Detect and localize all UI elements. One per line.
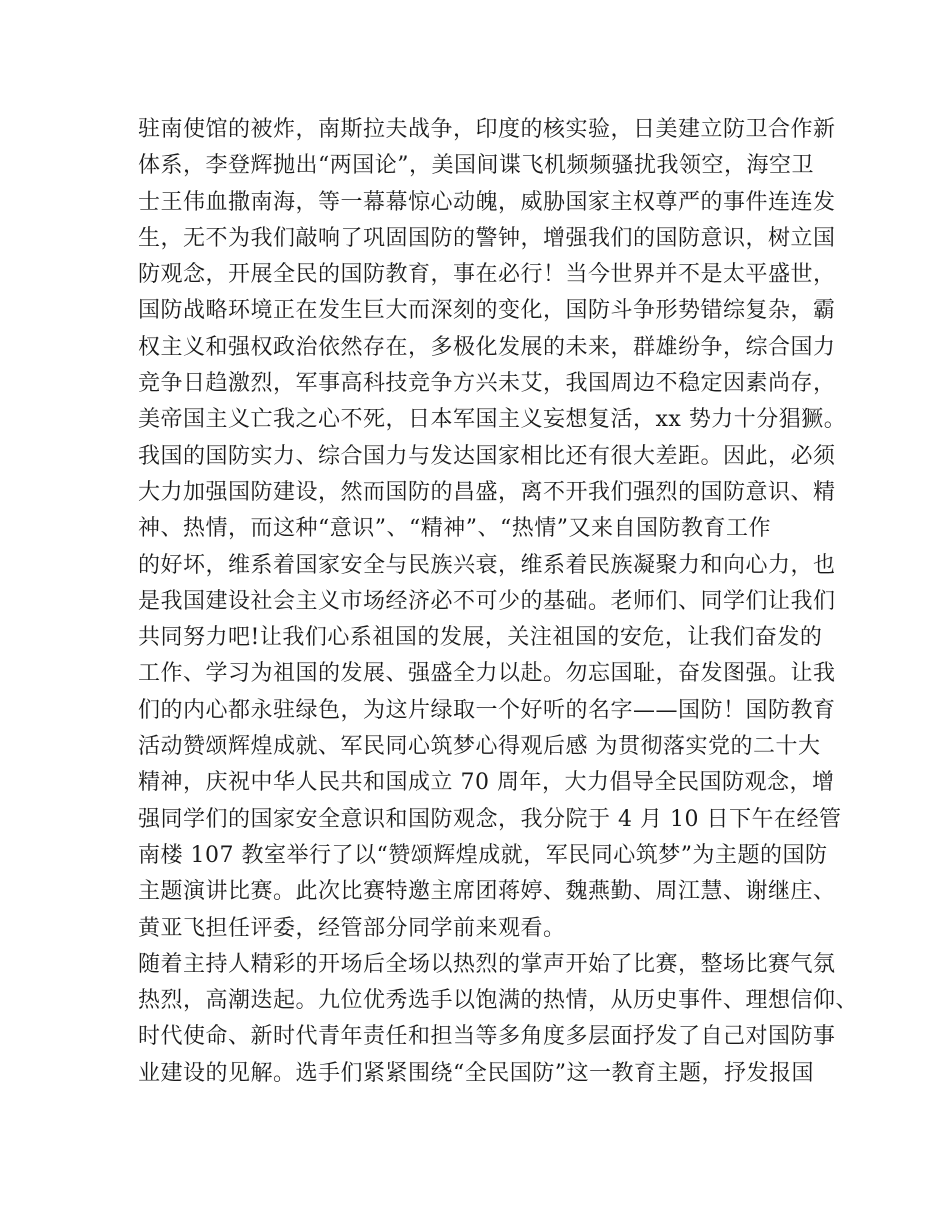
- text-line-6: 国防战略环境正在发生巨大而深刻的变化，国防斗争形势错综复杂，霸: [138, 298, 836, 324]
- text-line-21: 南楼 107 教室举行了以“赞颂辉煌成就，军民同心筑梦”为主题的国防: [138, 842, 828, 868]
- text-line-23: 黄亚飞担任评委，经管部分同学前来观看。: [138, 915, 566, 941]
- text-line-13: 的好坏，维系着国家安全与民族兴衰，维系着民族凝聚力和向心力，也: [138, 552, 836, 578]
- text-line-27: 业建设的见解。选手们紧紧围绕“全民国防”这一教育主题，抒发报国: [138, 1060, 814, 1086]
- text-line-3: 士王伟血撒南海，等一幕幕惊心动魄，威胁国家主权尊严的事件连连发: [138, 189, 836, 215]
- text-line-18: 活动赞颂辉煌成就、军民同心筑梦心得观后感 为贯彻落实党的二十大: [138, 734, 821, 760]
- text-line-25: 热烈，高潮迭起。九位优秀选手以饱满的热情，从历史事件、理想信仰、: [138, 988, 859, 1014]
- text-line-20: 强同学们的国家安全意识和国防观念，我分院于 4 月 10 日下午在经管: [138, 806, 842, 832]
- text-line-16: 工作、学习为祖国的发展、强盛全力以赴。勿忘国耻，奋发图强。让我: [138, 661, 836, 687]
- text-line-9: 美帝国主义亡我之心不死，日本军国主义妄想复活，xx 势力十分猖獗。: [138, 407, 847, 433]
- text-line-15: 共同努力吧!让我们心系祖国的发展，关注祖国的安危，让我们奋发的: [138, 625, 823, 651]
- text-line-24: 随着主持人精彩的开场后全场以热烈的掌声开始了比赛，整场比赛气氛: [138, 951, 836, 977]
- text-line-4: 生，无不为我们敲响了巩固国防的警钟，增强我们的国防意识，树立国: [138, 225, 836, 251]
- text-line-11: 大力加强国防建设，然而国防的昌盛，离不开我们强烈的国防意识、精: [138, 479, 836, 505]
- text-line-8: 竞争日趋激烈，军事高科技竞争方兴未艾，我国周边不稳定因素尚存，: [138, 371, 836, 397]
- text-line-12: 神、热情，而这种“意识”、“精神”、“热情”又来自国防教育工作: [138, 516, 771, 542]
- text-line-5: 防观念，开展全民的国防教育，事在必行！当今世界并不是太平盛世，: [138, 262, 836, 288]
- text-line-26: 时代使命、新时代青年责任和担当等多角度多层面抒发了自己对国防事: [138, 1024, 836, 1050]
- body-text: [138, 112, 859, 1092]
- text-line-10: 我国的国防实力、综合国力与发达国家相比还有很大差距。因此，必须: [138, 443, 836, 469]
- text-line-2: 体系，李登辉抛出“两国论”，美国间谍飞机频频骚扰我领空，海空卫: [138, 153, 814, 179]
- text-line-14: 是我国建设社会主义市场经济必不可少的基础。老师们、同学们让我们: [138, 588, 836, 614]
- text-line-1: 驻南使馆的被炸，南斯拉夫战争，印度的核实验，日美建立防卫合作新: [138, 117, 836, 142]
- text-line-17: 们的内心都永驻绿色，为这片绿取一个好听的名字——国防！国防教育: [138, 697, 836, 723]
- text-line-22: 主题演讲比赛。此次比赛特邀主席团蒋婷、魏燕勤、周江慧、谢继庄、: [138, 879, 836, 905]
- text-line-7: 权主义和强权政治依然存在，多极化发展的未来，群雄纷争，综合国力: [138, 334, 836, 360]
- text-line-19: 精神，庆祝中华人民共和国成立 70 周年，大力倡导全民国防观念，增: [138, 770, 835, 796]
